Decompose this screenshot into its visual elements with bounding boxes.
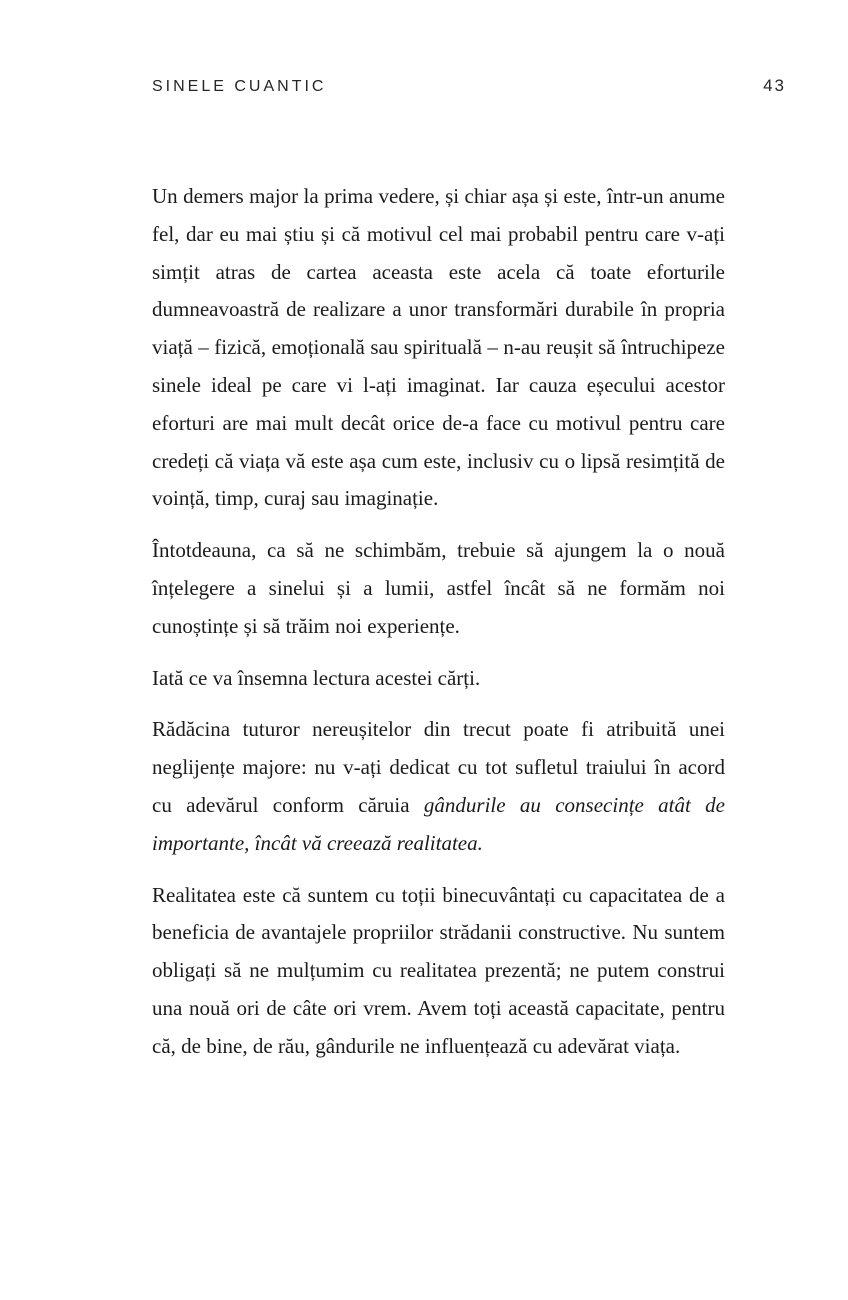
paragraph-1-text: Un demers major la prima vedere, și chiar așa și este, într-un anume fel, dar eu mai știu și că motivul cel mai probabil pentru care v-ați simțit atras de cartea aceasta este acela că toate eforturile dumneavoastră de realizare a unor transformări durabile în propria viață – fizică, emoțională sau spirituală – n-au reușit să întruchipeze sinele ideal pe care vi l-ați imaginat. Iar cauza eșecului acestor eforturi are mai mult decât orice de-a face cu motivul pentru care credeți că viața vă este așa cum este, inclusiv cu o lipsă resimțită de voință, timp, curaj sau imaginație. xyxy=(152,184,725,511)
paragraph-3 xyxy=(152,660,725,698)
paragraph-4-text: Rădăcina tuturor nereușitelor din trecut poate fi atribuită unei neglijențe majore: nu v-ați dedicat cu tot sufletul traiului în acord cu adevărul conform căruia xyxy=(152,717,725,817)
page-number: 43 xyxy=(763,76,786,95)
paragraph-3-text: Iată ce va însemna lectura acestei cărți. xyxy=(152,665,481,690)
paragraph-5-text: Realitatea este că suntem cu toții binecuvântați cu capacitatea de a beneficia de avantajele propriilor strădanii constructive. Nu suntem obligați să ne mulțumim cu realitatea prezentă; ne putem construi una nouă ori de câte ori vrem. Avem toți această capacitate, pentru că, de bine, de rău, gândurile ne influențează cu adevărat viața. xyxy=(152,882,725,1058)
running-header-title: SINELE CUANTIC xyxy=(152,78,327,95)
page-body xyxy=(152,178,725,1066)
paragraph-2 xyxy=(152,532,725,645)
paragraph-1 xyxy=(152,178,725,518)
paragraph-5 xyxy=(152,877,725,1066)
paragraph-2-text: Întotdeauna, ca să ne schimbăm, trebuie să ajungem la o nouă înțelegere a sinelui și a lumii, astfel încât să ne formăm noi cunoștințe și să trăim noi experiențe. xyxy=(152,538,725,638)
paragraph-4 xyxy=(152,711,725,862)
paragraph-4-italic-text: gândurile au consecințe atât de importante, încât vă creează realitatea. xyxy=(152,792,726,855)
running-header xyxy=(152,76,786,96)
